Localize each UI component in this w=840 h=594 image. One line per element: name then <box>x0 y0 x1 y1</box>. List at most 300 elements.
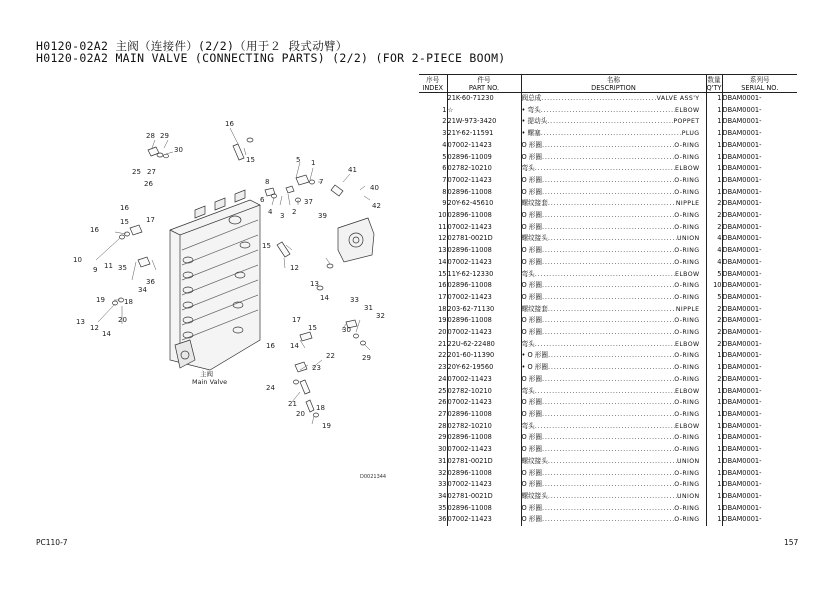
row-description <box>521 93 706 105</box>
row-qty: 1 <box>706 456 722 468</box>
row-index: 6 <box>442 164 447 173</box>
callout-15c: 15 <box>262 242 271 250</box>
row-qty: 4 <box>706 245 722 257</box>
row-serial: DBAM0001- <box>722 269 797 281</box>
leader-dots <box>542 187 674 199</box>
row-serial: DBAM0001- <box>722 468 797 480</box>
row-description <box>521 409 706 421</box>
leader-dots <box>541 128 682 140</box>
callout-12b: 12 <box>90 324 99 332</box>
row-index: 22 <box>438 351 447 360</box>
callout-30b: 30 <box>342 326 351 334</box>
row-description <box>521 198 706 210</box>
row-serial: DBAM0001- <box>722 514 797 526</box>
row-serial: DBAM0001- <box>722 409 797 421</box>
row-part-no: 07002-11423 <box>447 292 521 304</box>
row-description <box>521 339 706 351</box>
row-description-cn: O 形圈 <box>521 211 542 220</box>
row-description-cn: O 形圈 <box>521 292 542 301</box>
row-index: 21 <box>438 339 447 348</box>
row-description <box>521 245 706 257</box>
callout-30: 30 <box>174 146 183 154</box>
row-serial: DBAM0001- <box>722 491 797 503</box>
row-part-no: 07002-11423 <box>447 327 521 339</box>
leader-dots <box>548 362 674 374</box>
row-index: 1 <box>442 105 447 114</box>
row-description-cn: O 形圈 <box>521 281 542 290</box>
callout-35: 35 <box>118 264 127 272</box>
page-title-english: H0120-02A2 MAIN VALVE (CONNECTING PARTS) (2/2) (FOR 2-PIECE BOOM) <box>36 51 506 65</box>
callout-20b: 20 <box>296 410 305 418</box>
callout-3: 3 <box>280 212 285 220</box>
page-title-chinese: H0120-02A2 主阀（连接件）(2/2)（用于２ 段式动臂） <box>36 39 348 53</box>
leader-dots <box>541 93 656 105</box>
row-serial: DBAM0001- <box>722 163 797 175</box>
callout-22: 22 <box>326 352 335 360</box>
row-serial: DBAM0001- <box>722 93 797 105</box>
row-serial: DBAM0001- <box>722 175 797 187</box>
leader-dots <box>548 491 677 503</box>
leader-dots <box>535 269 675 281</box>
row-index: 15 <box>438 269 447 278</box>
leader-dots <box>542 175 674 187</box>
row-description-cn: O 形圈 <box>521 316 542 325</box>
row-description <box>521 105 706 117</box>
row-description-cn: O 形圈 <box>521 515 542 524</box>
callout-21: 21 <box>288 400 297 408</box>
row-description-en: ELBOW <box>675 270 700 278</box>
row-serial: DBAM0001- <box>722 456 797 468</box>
row-part-no: 20Y-62-45610 <box>447 198 521 210</box>
leader-dots <box>542 479 674 491</box>
row-description-cn: O 形圈 <box>521 503 542 512</box>
callout-26: 26 <box>144 180 153 188</box>
row-part-no: 07002-11423 <box>447 479 521 491</box>
row-part-no: 21W-973-3420 <box>447 116 521 128</box>
table-row <box>419 362 797 374</box>
row-qty: 2 <box>706 374 722 386</box>
row-description <box>521 128 706 140</box>
leader-dots <box>542 397 674 409</box>
row-index: 13 <box>438 246 447 255</box>
row-part-no: 02781-0021D <box>447 491 521 503</box>
row-description <box>521 350 706 362</box>
leader-dots <box>541 105 675 117</box>
row-description-en: O-RING <box>674 504 700 512</box>
callout-25: 25 <box>132 168 141 176</box>
row-index: 27 <box>438 409 447 418</box>
row-description-en: ELBOW <box>675 165 700 173</box>
row-serial: DBAM0001- <box>722 362 797 374</box>
callout-14a: 14 <box>320 294 329 302</box>
row-qty: 4 <box>706 233 722 245</box>
row-description <box>521 327 706 339</box>
row-description <box>521 152 706 164</box>
row-description-en: UNION <box>677 492 700 500</box>
row-description-en: POPPET <box>673 118 700 126</box>
row-description <box>521 210 706 222</box>
leader-dots <box>542 152 674 164</box>
row-qty: 2 <box>706 304 722 316</box>
header-part-no: 件号 PART NO. <box>447 75 521 93</box>
row-description-cn: O 形圈 <box>521 433 542 442</box>
row-part-no: 02896-11008 <box>447 432 521 444</box>
row-index: 30 <box>438 445 447 454</box>
row-part-no: 07002-11423 <box>447 140 521 152</box>
parts-list-table <box>419 74 797 526</box>
row-serial: DBAM0001- <box>722 350 797 362</box>
callout-19b: 19 <box>322 422 331 430</box>
row-description-cn: O 形圈 <box>521 175 542 184</box>
callout-15a: 15 <box>246 156 255 164</box>
row-description-en: O-RING <box>674 176 700 184</box>
row-index: 12 <box>438 234 447 243</box>
row-qty: 4 <box>706 257 722 269</box>
row-description-cn: 阀总成 <box>521 94 542 102</box>
row-qty: 1 <box>706 386 722 398</box>
row-index: 35 <box>438 503 447 512</box>
row-description <box>521 233 706 245</box>
row-description <box>521 374 706 386</box>
row-description <box>521 479 706 491</box>
table-header-row <box>419 75 797 93</box>
row-description-cn: 螺纹接头 <box>521 456 548 465</box>
row-description <box>521 432 706 444</box>
row-description-en: O-RING <box>674 446 700 454</box>
row-description <box>521 315 706 327</box>
row-index: 33 <box>438 480 447 489</box>
row-index <box>419 93 447 105</box>
row-description-en: ELBOW <box>675 106 700 114</box>
row-index: 28 <box>438 421 447 430</box>
callout-4: 4 <box>268 208 273 216</box>
row-description-en: O-RING <box>674 399 700 407</box>
page-number: 157 <box>784 538 799 547</box>
row-description-en: O-RING <box>674 375 700 383</box>
row-index: 34 <box>438 491 447 500</box>
leader-dots <box>542 245 674 257</box>
table-row <box>419 222 797 234</box>
row-description-en: O-RING <box>674 258 700 266</box>
row-description-cn: • 弯头 <box>521 105 541 114</box>
table-row <box>419 339 797 351</box>
row-description-cn: • O 形圈 <box>521 363 548 372</box>
row-serial: DBAM0001- <box>722 140 797 152</box>
row-serial: DBAM0001- <box>722 222 797 234</box>
row-description-cn: 螺纹接头 <box>521 234 548 243</box>
row-description-en: O-RING <box>674 434 700 442</box>
row-description-cn: O 形圈 <box>521 222 542 231</box>
callout-10: 10 <box>73 256 82 264</box>
row-description-en: O-RING <box>674 223 700 231</box>
leader-dots <box>542 140 674 152</box>
row-description-en: VALVE ASS'Y <box>656 95 700 102</box>
row-description-cn: • O 形圈 <box>521 351 548 360</box>
row-part-no: 02896-11008 <box>447 409 521 421</box>
row-description-cn: • 螺塞 <box>521 129 541 138</box>
leader-dots <box>535 339 675 351</box>
callout-19a: 19 <box>96 296 105 304</box>
row-description-en: O-RING <box>674 141 700 149</box>
row-description-cn: 弯头 <box>521 269 535 278</box>
row-qty: 2 <box>706 327 722 339</box>
table-row <box>419 514 797 526</box>
row-part-no: 201-60-11390 <box>447 350 521 362</box>
row-index: 29 <box>438 433 447 442</box>
row-serial: DBAM0001- <box>722 374 797 386</box>
row-serial: DBAM0001- <box>722 233 797 245</box>
table-row <box>419 269 797 281</box>
row-description <box>521 116 706 128</box>
row-qty: 1 <box>706 432 722 444</box>
row-description-cn: O 形圈 <box>521 480 542 489</box>
row-description-en: O-RING <box>674 247 700 255</box>
row-qty: 1 <box>706 128 722 140</box>
row-qty: 2 <box>706 198 722 210</box>
callout-42: 42 <box>372 202 381 210</box>
row-qty: 1 <box>706 140 722 152</box>
row-part-no: 02781-0021D <box>447 456 521 468</box>
leader-dots <box>542 257 674 269</box>
row-description <box>521 304 706 316</box>
row-serial: DBAM0001- <box>722 444 797 456</box>
row-qty: 1 <box>706 350 722 362</box>
row-part-no: 20Y-62-19560 <box>447 362 521 374</box>
row-description-cn: 弯头 <box>521 339 535 348</box>
leader-dots <box>548 233 677 245</box>
row-description <box>521 362 706 374</box>
callout-34: 34 <box>138 286 147 294</box>
row-description-cn: 螺纹接套 <box>521 199 548 208</box>
row-serial: DBAM0001- <box>722 397 797 409</box>
leader-dots <box>548 350 674 362</box>
leader-dots <box>542 514 674 526</box>
table-row <box>419 187 797 199</box>
callout-13b: 13 <box>76 318 85 326</box>
row-qty: 2 <box>706 339 722 351</box>
row-description <box>521 503 706 515</box>
callout-14c: 14 <box>290 342 299 350</box>
row-description <box>521 397 706 409</box>
table-row <box>419 397 797 409</box>
callout-31: 31 <box>364 304 373 312</box>
callout-16d: 16 <box>266 342 275 350</box>
row-description-en: O-RING <box>674 352 700 360</box>
callout-33: 33 <box>350 296 359 304</box>
row-part-no: 07002-11423 <box>447 374 521 386</box>
callout-15b: 15 <box>120 218 129 226</box>
row-part-no: 22U-62-22480 <box>447 339 521 351</box>
leader-dots <box>547 116 673 128</box>
callout-17a: 17 <box>146 216 155 224</box>
row-description <box>521 444 706 456</box>
row-qty: 1 <box>706 105 722 117</box>
row-description-cn: O 形圈 <box>521 409 542 418</box>
row-description-cn: O 形圈 <box>521 445 542 454</box>
callout-1: 1 <box>311 159 316 167</box>
leader-dots <box>542 280 674 292</box>
row-description-cn: O 形圈 <box>521 187 542 196</box>
row-description-en: O-RING <box>674 364 700 372</box>
row-index: 10 <box>438 211 447 220</box>
header-qty: 数量 Q'TY <box>706 76 722 92</box>
callout-39: 39 <box>318 212 327 220</box>
row-description <box>521 269 706 281</box>
row-qty: 1 <box>706 409 722 421</box>
row-description-cn: O 形圈 <box>521 246 542 255</box>
row-qty: 1 <box>706 479 722 491</box>
callout-12a: 12 <box>290 264 299 272</box>
row-serial: DBAM0001- <box>722 386 797 398</box>
row-description-cn: 弯头 <box>521 421 535 430</box>
row-description-cn: O 形圈 <box>521 374 542 383</box>
row-description-cn: 螺纹接套 <box>521 304 548 313</box>
row-part-no: 07002-11423 <box>447 397 521 409</box>
leader-dots <box>542 292 674 304</box>
row-part-no: 02896-11008 <box>447 210 521 222</box>
row-description-cn: • 提动头 <box>521 117 548 126</box>
table-row <box>419 468 797 480</box>
row-qty: 1 <box>706 362 722 374</box>
row-qty: 2 <box>706 210 722 222</box>
table-row <box>419 280 797 292</box>
row-serial: DBAM0001- <box>722 245 797 257</box>
callout-41: 41 <box>348 166 357 174</box>
row-part-no: 07002-11423 <box>447 257 521 269</box>
row-serial: DBAM0001- <box>722 280 797 292</box>
row-index: 2 <box>442 117 447 126</box>
table-row <box>419 421 797 433</box>
table-row <box>419 93 797 105</box>
row-qty: 1 <box>706 421 722 433</box>
row-serial: DBAM0001- <box>722 152 797 164</box>
table-row <box>419 116 797 128</box>
row-description-cn: O 形圈 <box>521 398 542 407</box>
row-description <box>521 280 706 292</box>
row-serial: DBAM0001- <box>722 432 797 444</box>
row-index: 17 <box>438 292 447 301</box>
row-index: 32 <box>438 468 447 477</box>
row-description-en: UNION <box>677 235 700 243</box>
row-description-cn: O 形圈 <box>521 328 542 337</box>
table-row <box>419 105 797 117</box>
row-description-en: O-RING <box>674 410 700 418</box>
row-description-en: NIPPLE <box>675 200 700 208</box>
row-index: 11 <box>438 222 447 231</box>
callout-16a: 16 <box>225 120 234 128</box>
row-qty: 1 <box>706 93 722 105</box>
row-description <box>521 222 706 234</box>
table-row <box>419 233 797 245</box>
row-part-no: 02896-11008 <box>447 315 521 327</box>
row-qty: 1 <box>706 116 722 128</box>
row-description-en: UNION <box>677 457 700 465</box>
row-qty: 1 <box>706 503 722 515</box>
row-qty: 5 <box>706 269 722 281</box>
row-qty: 2 <box>706 315 722 327</box>
leader-dots <box>548 198 676 210</box>
row-description-en: O-RING <box>674 153 700 161</box>
callout-32: 32 <box>376 312 385 320</box>
row-description <box>521 468 706 480</box>
row-index: 20 <box>438 328 447 337</box>
callout-23: 23 <box>312 364 321 372</box>
row-serial: DBAM0001- <box>722 187 797 199</box>
row-part-no: 02896-11008 <box>447 280 521 292</box>
exploded-parts-diagram <box>60 110 400 490</box>
callout-9: 9 <box>93 266 98 274</box>
table-row <box>419 456 797 468</box>
row-index: 3 <box>442 129 447 138</box>
row-description-en: O-RING <box>674 317 700 325</box>
row-index: 8 <box>442 187 447 196</box>
row-serial: DBAM0001- <box>722 210 797 222</box>
table-row <box>419 292 797 304</box>
row-index: 7 <box>442 175 447 184</box>
row-index: 5 <box>442 152 447 161</box>
leader-dots <box>548 456 677 468</box>
row-qty: 1 <box>706 468 722 480</box>
table-row <box>419 152 797 164</box>
row-part-no: 02896-11009 <box>447 152 521 164</box>
figure-code: D0021344 <box>360 474 387 480</box>
callout-36: 36 <box>146 278 155 286</box>
leader-dots <box>542 503 674 515</box>
row-qty: 2 <box>706 222 722 234</box>
row-part-no: 02896-11008 <box>447 503 521 515</box>
callout-20a: 20 <box>118 316 127 324</box>
leader-dots <box>535 163 675 175</box>
row-serial: DBAM0001- <box>722 304 797 316</box>
table-row <box>419 304 797 316</box>
callout-18b: 18 <box>316 404 325 412</box>
row-part-no: 02781-0021D <box>447 233 521 245</box>
row-description-cn: O 形圈 <box>521 257 542 266</box>
callout-8: 8 <box>265 178 270 186</box>
table-row <box>419 128 797 140</box>
row-description <box>521 140 706 152</box>
table-row <box>419 327 797 339</box>
row-description-en: NIPPLE <box>675 305 700 313</box>
table-row <box>419 257 797 269</box>
row-part-no: 11Y-62-12330 <box>447 269 521 281</box>
row-description <box>521 421 706 433</box>
callout-24: 24 <box>266 384 275 392</box>
callout-15d: 15 <box>308 324 317 332</box>
callout-13a: 13 <box>310 280 319 288</box>
row-description <box>521 491 706 503</box>
row-description-cn: 弯头 <box>521 386 535 395</box>
table-row <box>419 315 797 327</box>
callout-7: 7 <box>319 178 324 186</box>
row-description-en: O-RING <box>674 481 700 489</box>
table-row <box>419 350 797 362</box>
row-index: 4 <box>442 140 447 149</box>
table-row <box>419 409 797 421</box>
row-description <box>521 163 706 175</box>
row-description <box>521 187 706 199</box>
parts-table-body <box>419 93 797 527</box>
row-part-no: 02896-11008 <box>447 468 521 480</box>
callout-5: 5 <box>296 156 301 164</box>
row-index: 31 <box>438 456 447 465</box>
row-description-en: O-RING <box>674 469 700 477</box>
row-description-en: ELBOW <box>675 340 700 348</box>
row-qty: 1 <box>706 491 722 503</box>
leader-dots <box>542 444 674 456</box>
leader-dots <box>542 432 674 444</box>
row-description <box>521 386 706 398</box>
